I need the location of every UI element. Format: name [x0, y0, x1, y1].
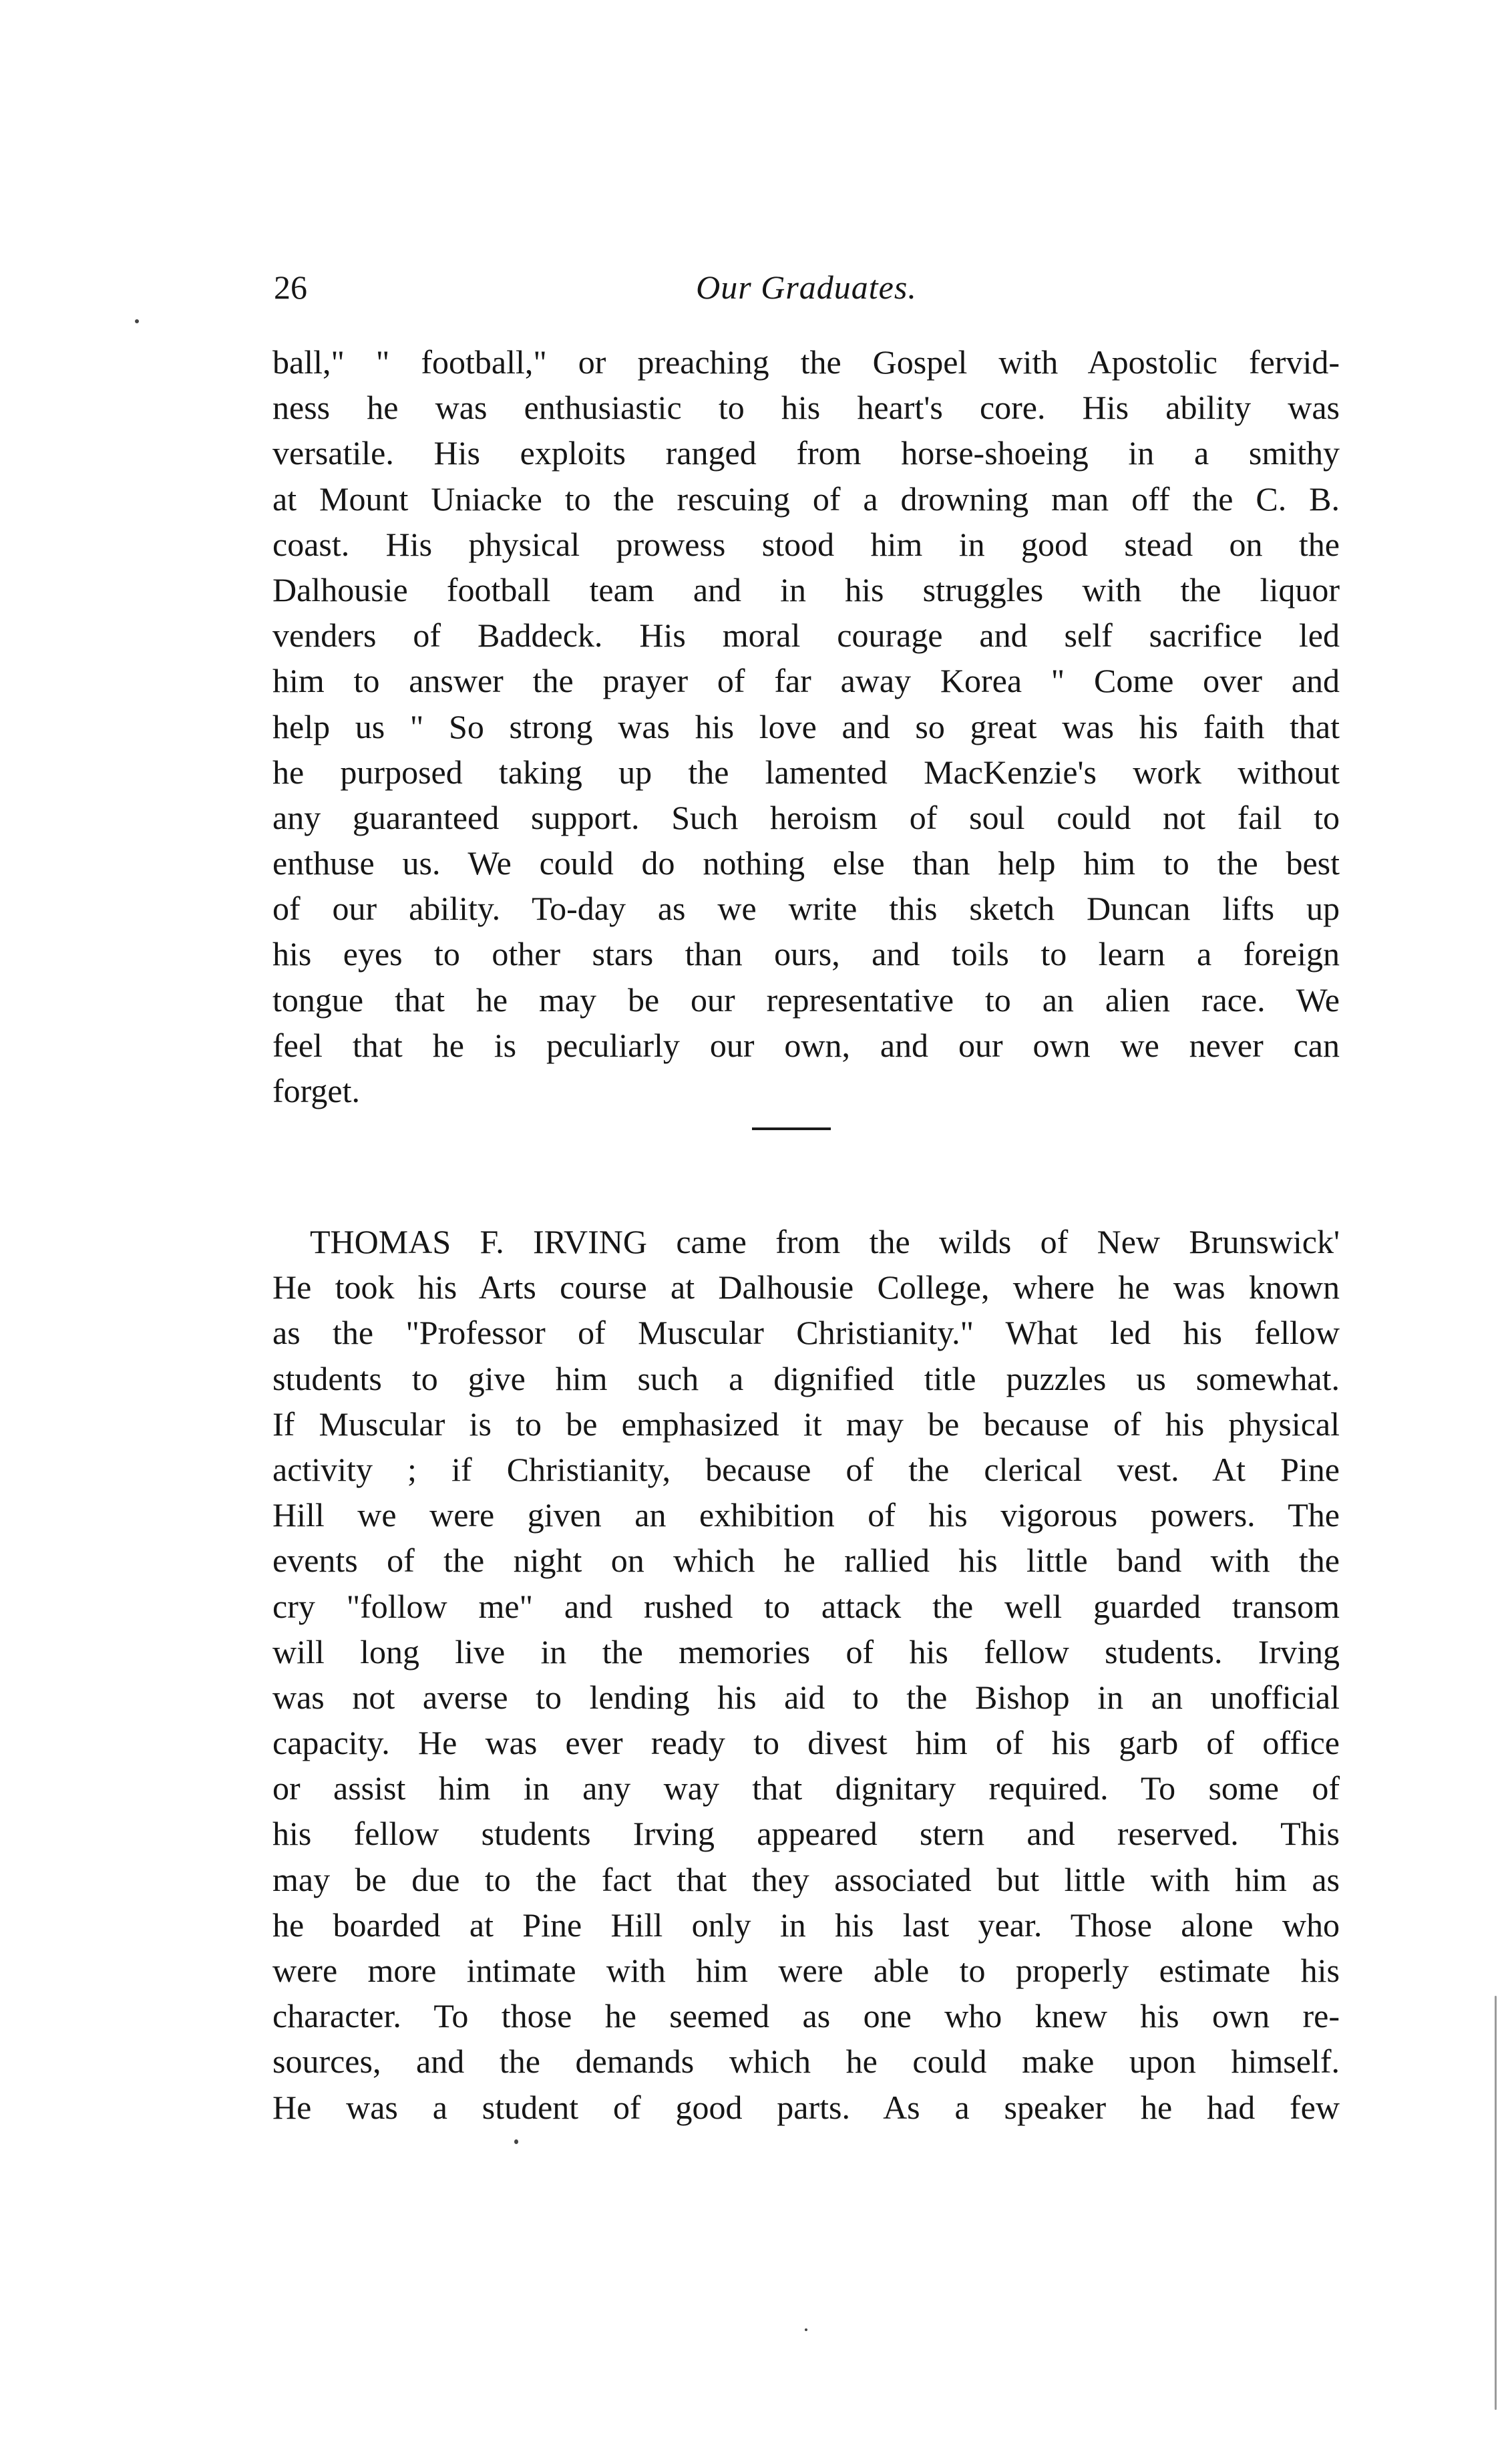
- text-line: He took his Arts course at Dalhousie College, where he was known: [272, 1268, 1340, 1306]
- running-title: Our Graduates.: [696, 269, 917, 306]
- text-line: may be due to the fact that they associated but little with him as: [272, 1860, 1340, 1898]
- text-run: came from the wilds of New Brunswick': [647, 1223, 1340, 1260]
- text-line: He was a student of good parts. As a speaker he had few: [272, 2088, 1340, 2126]
- text-line: sources, and the demands which he could make upon himself.: [272, 2043, 1340, 2081]
- text-line: was not averse to lending his aid to the Bishop in an unofficial: [272, 1678, 1340, 1716]
- page-number: 26: [274, 269, 307, 306]
- print-speck: [135, 319, 139, 323]
- text-line: were more intimate with him were able to properly estimate his: [272, 1952, 1340, 1989]
- text-line-first: [272, 1219, 1340, 1264]
- text-line: he boarded at Pine Hill only in his last year. Those alone who: [272, 1906, 1340, 1944]
- name-small-caps: THOMAS F. IRVING: [310, 1223, 648, 1260]
- text-line: feel that he is peculiarly our own, and our own we never can: [272, 1026, 1340, 1064]
- text-line: activity ; if Christianity, because of the clerical vest. At Pine: [272, 1450, 1340, 1488]
- text-line: his fellow students Irving appeared stern and reserved. This: [272, 1815, 1340, 1853]
- text-line: help us " So strong was his love and so great was his faith that: [272, 707, 1340, 745]
- text-line: he purposed taking up the lamented MacKenzie's work without: [272, 753, 1340, 791]
- text-line: of our ability. To-day as we write this sketch Duncan lifts up: [272, 890, 1340, 928]
- text-line: him to answer the prayer of far away Korea " Come over and: [272, 662, 1340, 700]
- text-line: events of the night on which he rallied his little band with the: [272, 1542, 1340, 1580]
- text-line: forget.: [272, 1072, 360, 1109]
- paragraph-irving: [272, 1219, 1340, 2130]
- running-head: [274, 264, 1339, 311]
- text-line: versatile. His exploits ranged from horse-shoeing in a smithy: [272, 434, 1340, 472]
- section-divider: [752, 1127, 831, 1130]
- text-line: venders of Baddeck. His moral courage and self sacrifice led: [272, 617, 1340, 655]
- paragraph-duncan: [272, 339, 1340, 1113]
- text-line: or assist him in any way that dignitary required. To some of: [272, 1769, 1340, 1807]
- text-line: enthuse us. We could do nothing else than help him to the best: [272, 844, 1340, 882]
- print-speck: [1495, 1996, 1497, 2410]
- text-line: character. To those he seemed as one who knew his own re-: [272, 1997, 1340, 2035]
- print-speck: [514, 2139, 518, 2144]
- text-line: will long live in the memories of his fellow students. Irving: [272, 1632, 1340, 1670]
- text-line: as the "Professor of Muscular Christianity." What led his fellow: [272, 1314, 1340, 1352]
- text-line: ball," " football," or preaching the Gospel with Apostolic fervid-: [272, 343, 1340, 381]
- print-speck: [805, 2328, 807, 2331]
- text-line: capacity. He was ever ready to divest him of his garb of office: [272, 1724, 1340, 1762]
- text-line: tongue that he may be our representative to an alien race. We: [272, 981, 1340, 1019]
- text-line: If Muscular is to be emphasized it may be because of his physical: [272, 1405, 1340, 1443]
- text-line: at Mount Uniacke to the rescuing of a drowning man off the C. B.: [272, 480, 1340, 518]
- text-line: coast. His physical prowess stood him in good stead on the: [272, 525, 1340, 563]
- text-line: ness he was enthusiastic to his heart's core. His ability was: [272, 389, 1340, 427]
- text-line: any guaranteed support. Such heroism of soul could not fail to: [272, 798, 1340, 836]
- text-line: Hill we were given an exhibition of his vigorous powers. The: [272, 1496, 1340, 1534]
- text-line: cry "follow me" and rushed to attack the well guarded transom: [272, 1587, 1340, 1625]
- text-line: Dalhousie football team and in his struggles with the liquor: [272, 570, 1340, 608]
- text-line: his eyes to other stars than ours, and toils to learn a foreign: [272, 935, 1340, 973]
- text-line: students to give him such a dignified title puzzles us somewhat.: [272, 1359, 1340, 1397]
